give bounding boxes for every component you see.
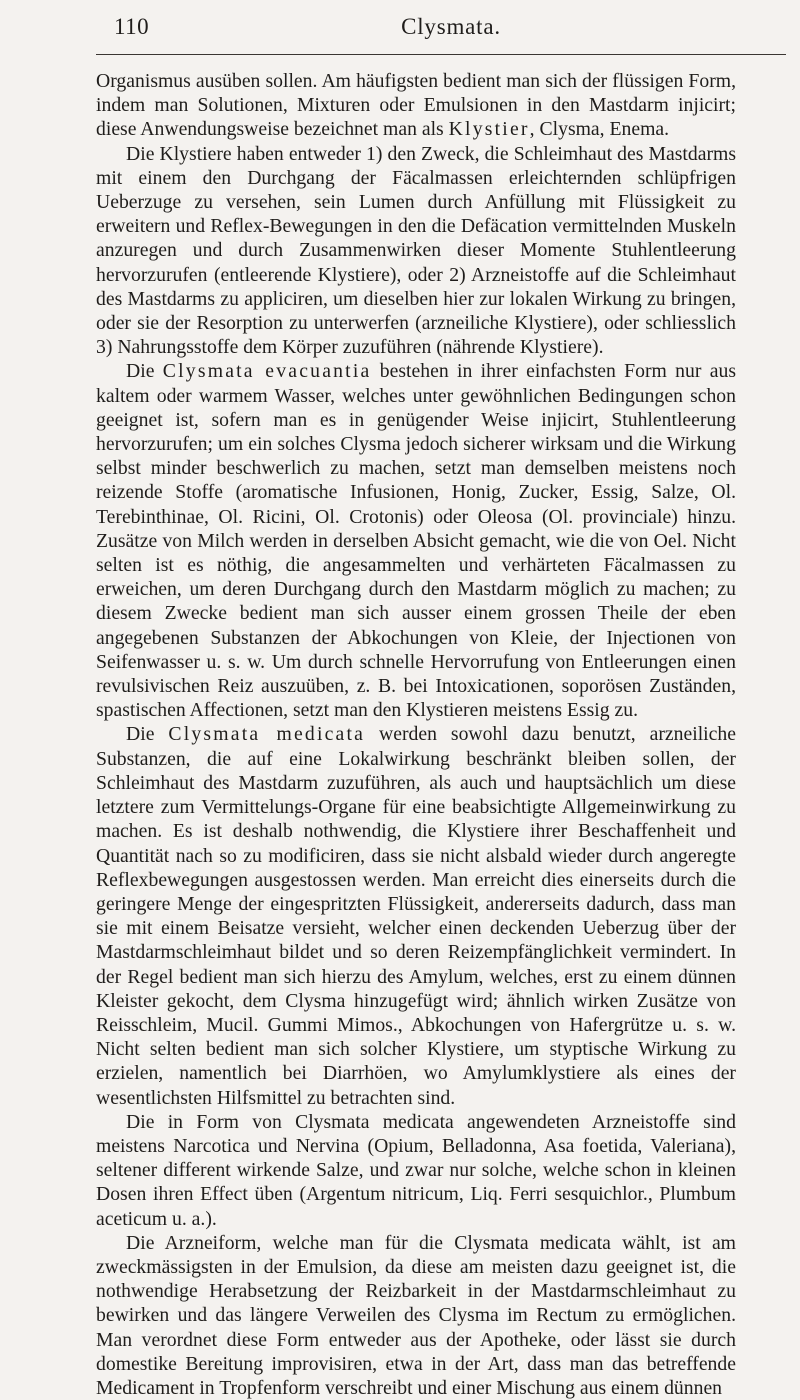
page-header xyxy=(96,0,786,55)
text-segment: Die xyxy=(126,723,169,746)
text-segment: Die Klystiere haben entweder 1) den Zweck, die Schleimhaut des Mastdarms mit einem den Durchgang der Fäcalmassen erleichternden schlüpfrigen Ueberzuge zu versehen, sein Lumen durch Anfüllung mit Flüssigkeit zu erweitern und Reflex-Bewegungen in den die Defäcation vermittelnden Muskeln anzuregen und durch Zusammenwirken dieser Momente Stuhlentleerung hervorzurufen (entleerende Klystiere), oder 2) Arzneistoffe auf die Schleimhaut des Mastdarms zu appliciren, um dieselben hier zur lokalen Wirkung zu bringen, oder sie der Resorption zu unterwerfen (arzneiliche Klystiere), oder schliesslich 3) Nahrungsstoffe dem Körper zuzuführen (nährende Klystiere). xyxy=(96,142,736,359)
text-segment: werden sowohl dazu benutzt, arzneiliche Substanzen, die auf eine Lokalwirkung beschränkt bleiben sollen, der Schleimhaut des Mastdarm zuzuführen, als auch und hauptsächlich um diese letztere zum Vermittelungs-Organe für eine beabsichtigte Allgemeinwirkung zu machen. Es ist deshalb nothwendig, die Klystiere ihrer Beschaffenheit und Quantität nach so zu modificiren, dass sie nicht alsbald wieder durch angeregte Reflexbewegungen ausgestossen werden. Man erreicht dies einerseits durch die geringere Menge der eingespritzten Flüssigkeit, andererseits dadurch, dass man sie mit einem Beisatze versieht, welcher einen deckenden Ueberzug über der Mastdarmschleimhaut bildet und so deren Reizempfänglichkeit vermindert. In der Regel bedient man sich hierzu des Amylum, welches, erst zu einem dünnen Kleister gekocht, dem Clysma hinzugefügt wird; ähnlich wirken Zusätze von Reisschleim, Mucil. Gummi Mimos., Abkochungen von Hafergrütze u. s. w. Nicht selten bedient man sich solcher Klystiere, um styptische Wirkung zu erzielen, namentlich bei Diarrhöen, wo Amylumklystiere als eines der wesentlichsten Hilfsmittel zu betrachten sind. xyxy=(96,723,736,1109)
text-segment: Die in Form von Clysmata medicata angewendeten Arzneistoffe sind meistens Narcotica und Nervina (Opium, Belladonna, Asa foetida, Valeriana), seltener different wirkende Salze, und zwar nur solche, welche schon in kleinen Dosen ihren Effect üben (Argentum nitricum, Liq. Ferri sesquichlor., Plumbum aceticum u. a.). xyxy=(96,1110,736,1230)
paragraph-5 xyxy=(96,1110,736,1231)
paragraph-2 xyxy=(96,142,736,360)
text-segment: Die Arzneiform, welche man für die Clysmata medicata wählt, ist am zweckmässigsten in der Emulsion, da diese am meisten dazu geeignet ist, die nothwendige Herabsetzung der Reizbarkeit in der Mastdarmschleimhaut zu bewirken und das längere Verweilen des Clysma im Rectum zu ermöglichen. Man verordnet diese Form entweder aus der Apotheke, oder lässt sie durch domestike Bereitung improvisiren, etwa in der Art, dass man das betreffende Medicament in Tropfenform verschreibt und einer Mischung aus einem dünnen xyxy=(96,1231,736,1399)
paragraph-3 xyxy=(96,359,736,722)
text-segment: Die xyxy=(126,360,163,383)
paragraph-1 xyxy=(96,69,736,142)
paragraph-6 xyxy=(96,1231,736,1400)
text-segment: Organismus ausüben sollen. Am häufigsten bedient man sich der flüssigen Form, indem man Solutionen, Mixturen oder Emulsionen in den Mastdarm injicirt; diese Anwendungsweise bezeichnet man als xyxy=(96,70,736,141)
term-klystier: Klystier xyxy=(448,118,530,141)
term-clysmata-medicata: Clysmata medicata xyxy=(168,723,366,746)
paragraph-4 xyxy=(96,722,736,1109)
term-clysmata-evacuantia: Clysmata evacuantia xyxy=(162,360,372,383)
text-segment: bestehen in ihrer einfachsten Form nur aus kaltem oder warmem Wasser, welches unter gewöhnlichen Bedingungen schon geeignet ist, sofern man es in genügender Weise injicirt, Stuhlentleerung hervorzurufen; um ein solches Clysma jedoch sicherer wirksam und die Wirkung selbst minder beschwerlich zu machen, setzt man demselben meistens noch reizende Stoffe (aromatische Infusionen, Honig, Zucker, Essig, Salze, Ol. Terebinthinae, Ol. Ricini, Ol. Crotonis) oder Oleosa (Ol. provinciale) hinzu. Zusätze von Milch werden in derselben Absicht gemacht, wie die von Oel. Nicht selten ist es nöthig, die angesammelten und verhärteten Fäcalmassen zu erweichen, um deren Durchgang durch den Mastdarm möglich zu machen; zu diesem Zwecke bedient man sich ausser einem grossen Theile der eben angegebenen Substanzen der Abkochungen von Kleie, der Injectionen von Seifenwasser u. s. w. Um durch schnelle Hervorrufung von Entleerungen einen revulsivischen Reiz auszuüben, z. B. bei Intoxicationen, soporösen Zuständen, spastischen Affectionen, setzt man den Klystieren meistens Essig zu. xyxy=(96,360,736,722)
body-text xyxy=(96,69,736,1400)
running-title: Clysmata. xyxy=(401,14,501,39)
text-segment: , Clysma, Enema. xyxy=(529,118,670,141)
page-number: 110 xyxy=(114,14,150,39)
